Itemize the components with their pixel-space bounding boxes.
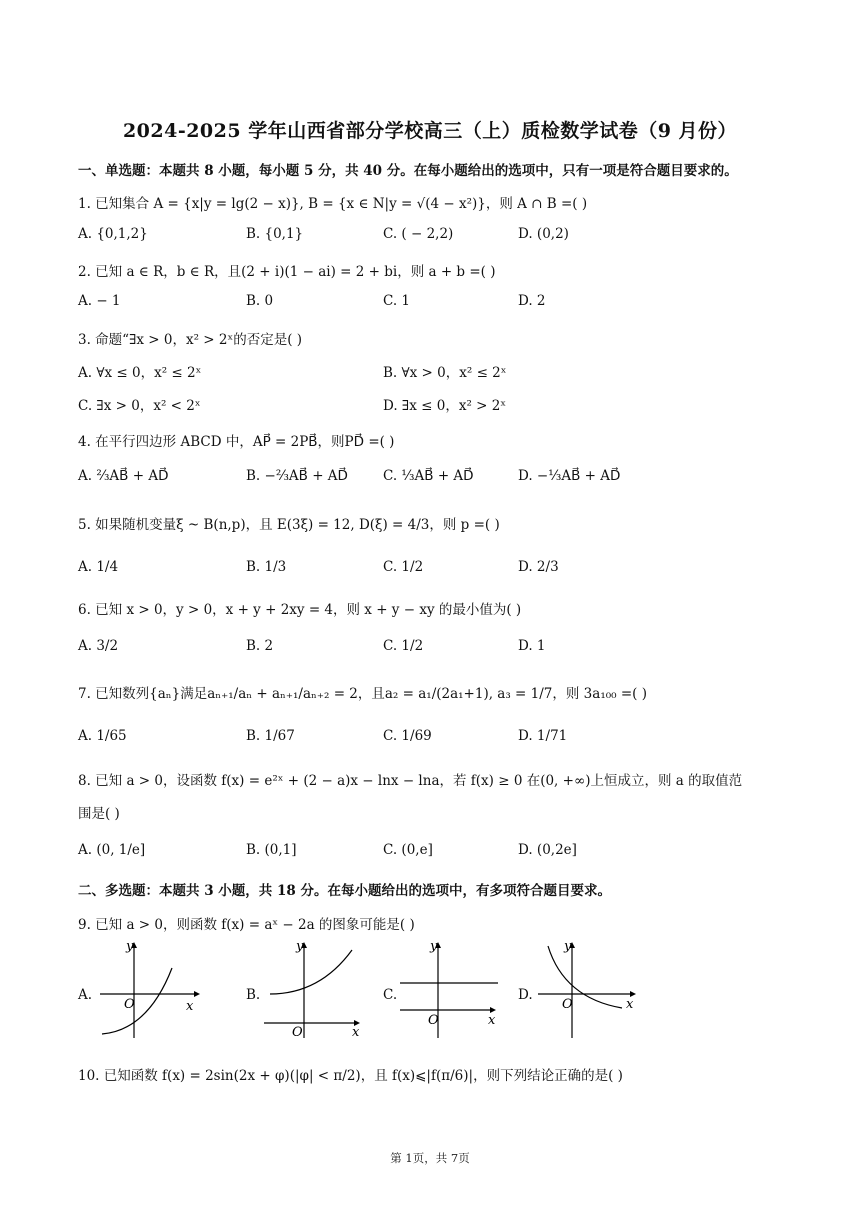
q6-option-a: A. 3/2 (78, 638, 119, 654)
q5-option-b: B. 1/3 (246, 559, 287, 575)
q3-option-b: B. ∀x > 0，x² ≤ 2ˣ (383, 365, 507, 381)
q1-option-b: B. {0,1} (246, 226, 304, 242)
q4-option-b: B. −⅔AB⃗ + AD⃗ (246, 468, 348, 484)
q5-option-c: C. 1/2 (383, 559, 424, 575)
q9-option-b-label: B. (246, 987, 261, 1003)
q7-option-d: D. 1/71 (518, 728, 568, 744)
q9-graph-d (534, 938, 644, 1040)
q2-option-a: A. − 1 (78, 293, 121, 309)
q1-option-d: D. (0,2) (518, 226, 569, 242)
q6-option-b: B. 2 (246, 638, 274, 654)
page-footer: 第 1页，共 7页 (390, 1151, 470, 1165)
graph-d-y-label: y (564, 939, 572, 954)
graph-a-y-label: y (126, 939, 134, 954)
graph-a-origin-label: O (124, 997, 135, 1012)
question-8-stem-continued: 围是( ) (78, 806, 120, 822)
question-8-stem: 8. 已知 a > 0，设函数 f(x) = e²ˣ + (2 − a)x − lnx − lna，若 f(x) ≥ 0 在(0, +∞)上恒成立，则 a 的取值范 (78, 773, 743, 789)
q7-option-b: B. 1/67 (246, 728, 295, 744)
q3-option-a: A. ∀x ≤ 0，x² ≤ 2ˣ (78, 365, 202, 381)
question-5-stem: 5. 如果随机变量ξ ~ B(n,p)，且 E(3ξ) = 12, D(ξ) = 4/3，则 p =( ) (78, 517, 500, 533)
q9-graph-a (96, 938, 206, 1040)
q3-option-d: D. ∃x ≤ 0，x² > 2ˣ (383, 398, 507, 414)
question-9-stem: 9. 已知 a > 0，则函数 f(x) = aˣ − 2a 的图象可能是( ) (78, 917, 415, 933)
page-title: 2024-2025 学年山西省部分学校高三（上）质检数学试卷（9 月份） (122, 120, 738, 142)
question-2-stem: 2. 已知 a ∈ R，b ∈ R，且(2 + i)(1 − ai) = 2 + bi，则 a + b =( ) (78, 264, 496, 280)
q8-option-b: B. (0,1] (246, 842, 297, 858)
q9-option-c-label: C. (383, 987, 398, 1003)
graph-c-origin-label: O (428, 1013, 439, 1028)
q6-option-d: D. 1 (518, 638, 546, 654)
q1-option-a: A. {0,1,2} (78, 226, 148, 242)
q5-option-d: D. 2/3 (518, 559, 559, 575)
graph-c-x-label: x (488, 1013, 496, 1028)
question-1-stem: 1. 已知集合 A = {x|y = lg(2 − x)}, B = {x ∈ N|y = √(4 − x²)}，则 A ∩ B =( ) (78, 196, 588, 212)
q4-option-c: C. ⅓AB⃗ + AD⃗ (383, 468, 474, 484)
section-heading-single-choice: 一、单选题：本题共 8 小题，每小题 5 分，共 40 分。在每小题给出的选项中，只有一项是符合题目要求的。 (78, 163, 738, 179)
graph-b-y-label: y (296, 939, 304, 954)
q9-graph-b (260, 938, 370, 1040)
q4-option-d: D. −⅓AB⃗ + AD⃗ (518, 468, 621, 484)
section-heading-multiple-choice: 二、多选题：本题共 3 小题，共 18 分。在每小题给出的选项中，有多项符合题目要求。 (78, 883, 611, 899)
graph-a-x-label: x (186, 999, 194, 1014)
q1-option-c: C. ( − 2,2) (383, 226, 454, 242)
q4-option-a: A. ⅔AB⃗ + AD⃗ (78, 468, 169, 484)
graph-b-origin-label: O (292, 1025, 303, 1040)
q8-option-c: C. (0,e] (383, 842, 433, 858)
graph-c-y-label: y (430, 939, 438, 954)
graph-d-origin-label: O (562, 997, 573, 1012)
graph-b-x-label: x (352, 1025, 360, 1040)
question-10-stem: 10. 已知函数 f(x) = 2sin(2x + φ)(|φ| < π/2)，且 f(x)⩽|f(π/6)|，则下列结论正确的是( ) (78, 1068, 623, 1084)
question-6-stem: 6. 已知 x > 0，y > 0，x + y + 2xy = 4，则 x + y − xy 的最小值为( ) (78, 602, 522, 618)
q2-option-d: D. 2 (518, 293, 546, 309)
q9-option-a-label: A. (78, 987, 93, 1003)
question-7-stem: 7. 已知数列{aₙ}满足aₙ₊₁/aₙ + aₙ₊₁/aₙ₊₂ = 2，且a₂ = a₁/(2a₁+1), a₃ = 1/7，则 3a₁₀₀ =( ) (78, 686, 647, 702)
q7-option-c: C. 1/69 (383, 728, 432, 744)
q3-option-c: C. ∃x > 0，x² < 2ˣ (78, 398, 201, 414)
q9-option-d-label: D. (518, 987, 533, 1003)
q9-graph-c (396, 938, 506, 1040)
question-3-stem: 3. 命题“∃x > 0，x² > 2ˣ的否定是( ) (78, 332, 303, 348)
graph-d-x-label: x (626, 997, 634, 1012)
q2-option-b: B. 0 (246, 293, 274, 309)
q6-option-c: C. 1/2 (383, 638, 424, 654)
q2-option-c: C. 1 (383, 293, 411, 309)
q8-option-d: D. (0,2e] (518, 842, 577, 858)
q7-option-a: A. 1/65 (78, 728, 127, 744)
question-4-stem: 4. 在平行四边形 ABCD 中，AP⃗ = 2PB⃗，则PD⃗ =( ) (78, 434, 395, 450)
q5-option-a: A. 1/4 (78, 559, 119, 575)
q8-option-a: A. (0, 1/e] (78, 842, 146, 858)
